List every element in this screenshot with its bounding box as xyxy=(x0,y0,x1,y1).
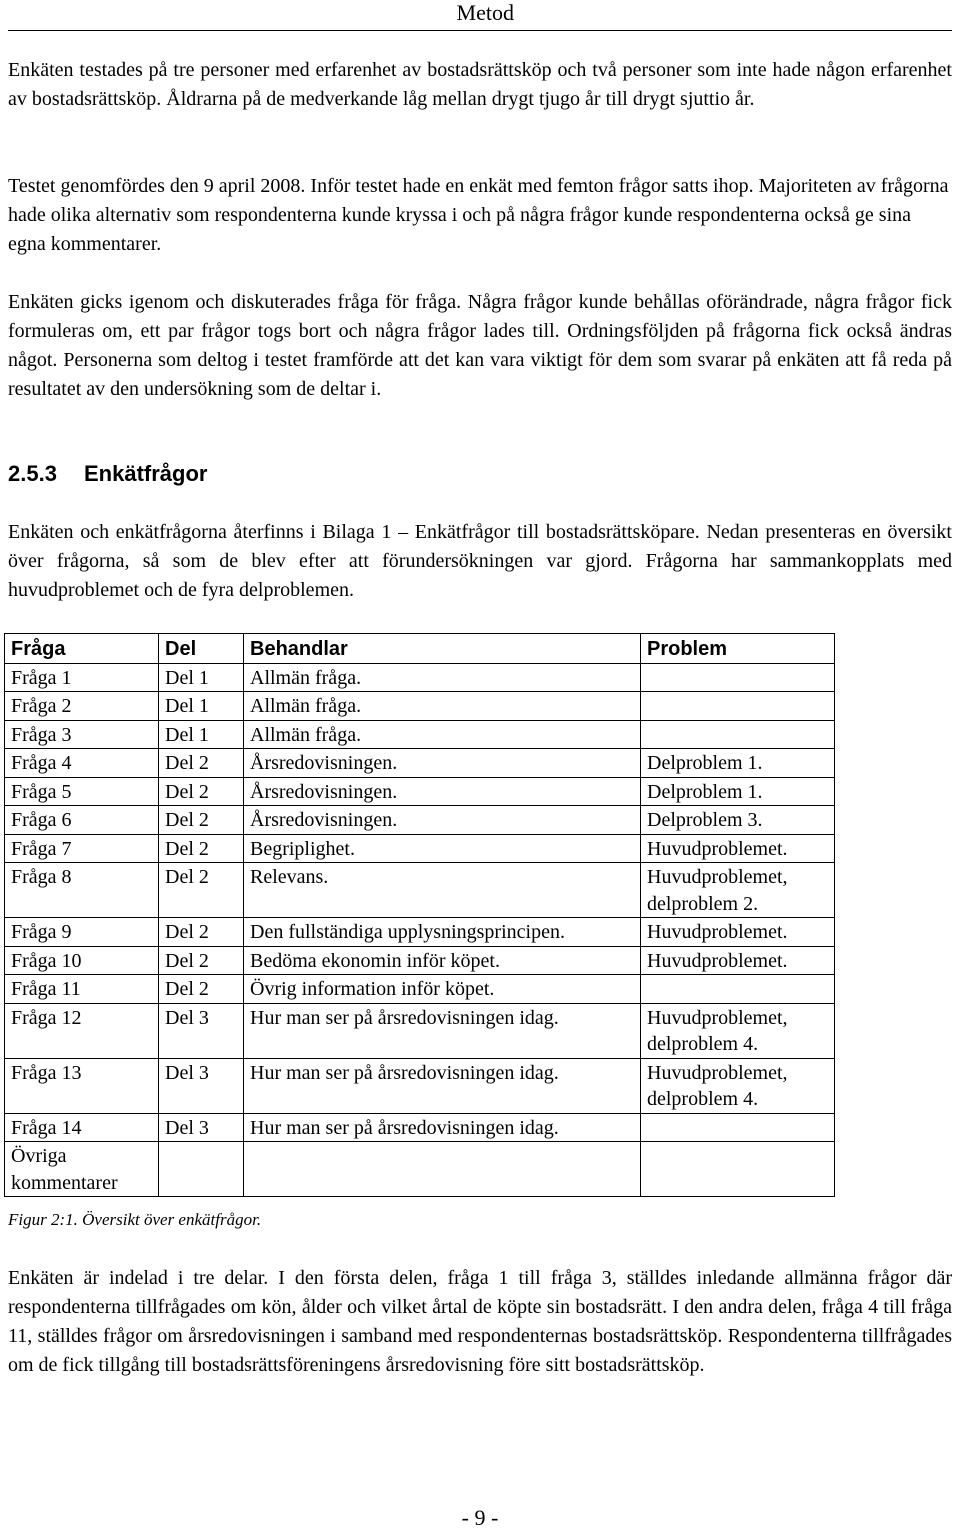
column-header-part: Del xyxy=(159,634,244,664)
cell-part: Del 2 xyxy=(159,777,244,806)
cell-question: Övriga kommentarer xyxy=(5,1142,159,1197)
section-number: 2.5.3 xyxy=(8,461,57,486)
cell-problem: Huvudproblemet, delproblem 2. xyxy=(641,863,835,918)
table-header-row xyxy=(5,634,835,664)
table-row xyxy=(5,663,835,692)
table-body xyxy=(5,663,835,1197)
running-header: Metod xyxy=(456,0,514,25)
cell-problem: Huvudproblemet. xyxy=(641,946,835,975)
cell-part: Del 3 xyxy=(159,1003,244,1058)
table-row xyxy=(5,975,835,1004)
cell-part: Del 1 xyxy=(159,692,244,721)
paragraph-test-date: Testet genomfördes den 9 april 2008. Inför testet hade en enkät med femton frågor satts ihop. Majoriteten av frågorna hade olika alternativ som respondenterna kunde kryssa i och på några frågor kunde respondenterna också ge sina egna kommentarer. xyxy=(8,175,949,255)
cell-problem: Delproblem 1. xyxy=(641,777,835,806)
cell-topic: Relevans. xyxy=(244,863,641,918)
cell-problem xyxy=(641,1142,835,1197)
cell-part: Del 2 xyxy=(159,975,244,1004)
cell-problem: Delproblem 3. xyxy=(641,806,835,835)
paragraph-test-review: Enkäten gicks igenom och diskuterades fråga för fråga. Några frågor kunde behållas oförändrade, några frågor fick formuleras om, ett par frågor togs bort och några frågor lades till. Ordningsföljden på frågorna fick också ändras något. Personerna som deltog i testet framförde att det kan vara viktigt för dem som svarar på enkäten att få reda på resultatet av den undersökning som de deltar i. xyxy=(8,291,952,400)
cell-topic: Begriplighet. xyxy=(244,834,641,863)
cell-topic: Hur man ser på årsredovisningen idag. xyxy=(244,1058,641,1113)
cell-question: Fråga 10 xyxy=(5,946,159,975)
cell-question: Fråga 2 xyxy=(5,692,159,721)
cell-topic: Allmän fråga. xyxy=(244,720,641,749)
cell-problem: Huvudproblemet, delproblem 4. xyxy=(641,1058,835,1113)
table-row xyxy=(5,692,835,721)
page-number: - 9 - xyxy=(461,1505,499,1530)
cell-part: Del 2 xyxy=(159,834,244,863)
header-divider xyxy=(8,30,952,31)
cell-topic: Årsredovisningen. xyxy=(244,777,641,806)
cell-part: Del 3 xyxy=(159,1058,244,1113)
column-header-question: Fråga xyxy=(5,634,159,664)
cell-part xyxy=(159,1142,244,1197)
cell-question: Fråga 7 xyxy=(5,834,159,863)
cell-problem: Huvudproblemet, delproblem 4. xyxy=(641,1003,835,1058)
cell-topic: Årsredovisningen. xyxy=(244,749,641,778)
cell-question: Fråga 1 xyxy=(5,663,159,692)
cell-problem: Delproblem 1. xyxy=(641,749,835,778)
figure-caption: Figur 2:1. Översikt över enkätfrågor. xyxy=(8,1210,262,1229)
cell-question: Fråga 6 xyxy=(5,806,159,835)
table-row xyxy=(5,1003,835,1058)
cell-problem xyxy=(641,720,835,749)
cell-part: Del 1 xyxy=(159,720,244,749)
table-row xyxy=(5,720,835,749)
table-row xyxy=(5,749,835,778)
cell-problem xyxy=(641,692,835,721)
cell-part: Del 2 xyxy=(159,946,244,975)
table-row xyxy=(5,863,835,918)
cell-topic xyxy=(244,1142,641,1197)
question-overview-table xyxy=(4,633,835,1197)
cell-problem xyxy=(641,1113,835,1142)
cell-part: Del 2 xyxy=(159,863,244,918)
table-row xyxy=(5,777,835,806)
cell-question: Fråga 14 xyxy=(5,1113,159,1142)
table-row xyxy=(5,946,835,975)
cell-topic: Årsredovisningen. xyxy=(244,806,641,835)
cell-question: Fråga 8 xyxy=(5,863,159,918)
cell-part: Del 1 xyxy=(159,663,244,692)
cell-problem xyxy=(641,975,835,1004)
table-row xyxy=(5,806,835,835)
column-header-topic: Behandlar xyxy=(244,634,641,664)
cell-question: Fråga 5 xyxy=(5,777,159,806)
cell-part: Del 2 xyxy=(159,806,244,835)
table-row xyxy=(5,918,835,947)
section-title: Enkätfrågor xyxy=(84,461,208,486)
cell-question: Fråga 11 xyxy=(5,975,159,1004)
cell-part: Del 2 xyxy=(159,749,244,778)
cell-question: Fråga 13 xyxy=(5,1058,159,1113)
table-row xyxy=(5,834,835,863)
cell-topic: Allmän fråga. xyxy=(244,663,641,692)
cell-topic: Bedöma ekonomin inför köpet. xyxy=(244,946,641,975)
cell-question: Fråga 12 xyxy=(5,1003,159,1058)
cell-part: Del 3 xyxy=(159,1113,244,1142)
table-row xyxy=(5,1113,835,1142)
cell-topic: Övrig information inför köpet. xyxy=(244,975,641,1004)
closing-paragraph: Enkäten är indelad i tre delar. I den första delen, fråga 1 till fråga 3, ställdes inledande allmänna frågor där respondenterna tillfrågades om kön, ålder och vilket årtal de köpte sin bostadsrätt. I den andra delen, fråga 4 till fråga 11, ställdes frågor om årsredovisningen i samband med respondenternas bostadsrättsköp. Respondenterna tillfrågades om de fick tillgång till bostadsrättsföreningens årsredovisning före sitt bostadsrättsköp. xyxy=(8,1267,952,1376)
cell-question: Fråga 9 xyxy=(5,918,159,947)
paragraph-test-participants: Enkäten testades på tre personer med erfarenhet av bostadsrättsköp och två personer som inte hade någon erfarenhet av bostadsrättsköp. Åldrarna på de medverkande låg mellan drygt tjugo år till drygt sjuttio år. xyxy=(8,59,952,110)
cell-part: Del 2 xyxy=(159,918,244,947)
cell-problem xyxy=(641,663,835,692)
cell-problem: Huvudproblemet. xyxy=(641,834,835,863)
table-row xyxy=(5,1058,835,1113)
section-intro: Enkäten och enkätfrågorna återfinns i Bilaga 1 – Enkätfrågor till bostadsrättsköpare. Nedan presenteras en översikt över frågorna, så som de blev efter att förundersökningen var gjord. Frågorna har sammankopplats med huvudproblemet och de fyra delproblemen. xyxy=(8,521,952,601)
cell-problem: Huvudproblemet. xyxy=(641,918,835,947)
cell-topic: Hur man ser på årsredovisningen idag. xyxy=(244,1003,641,1058)
cell-topic: Den fullständiga upplysningsprincipen. xyxy=(244,918,641,947)
cell-question: Fråga 3 xyxy=(5,720,159,749)
section-heading xyxy=(8,460,207,488)
cell-topic: Hur man ser på årsredovisningen idag. xyxy=(244,1113,641,1142)
cell-question: Fråga 4 xyxy=(5,749,159,778)
column-header-problem: Problem xyxy=(641,634,835,664)
table-row xyxy=(5,1142,835,1197)
cell-topic: Allmän fråga. xyxy=(244,692,641,721)
